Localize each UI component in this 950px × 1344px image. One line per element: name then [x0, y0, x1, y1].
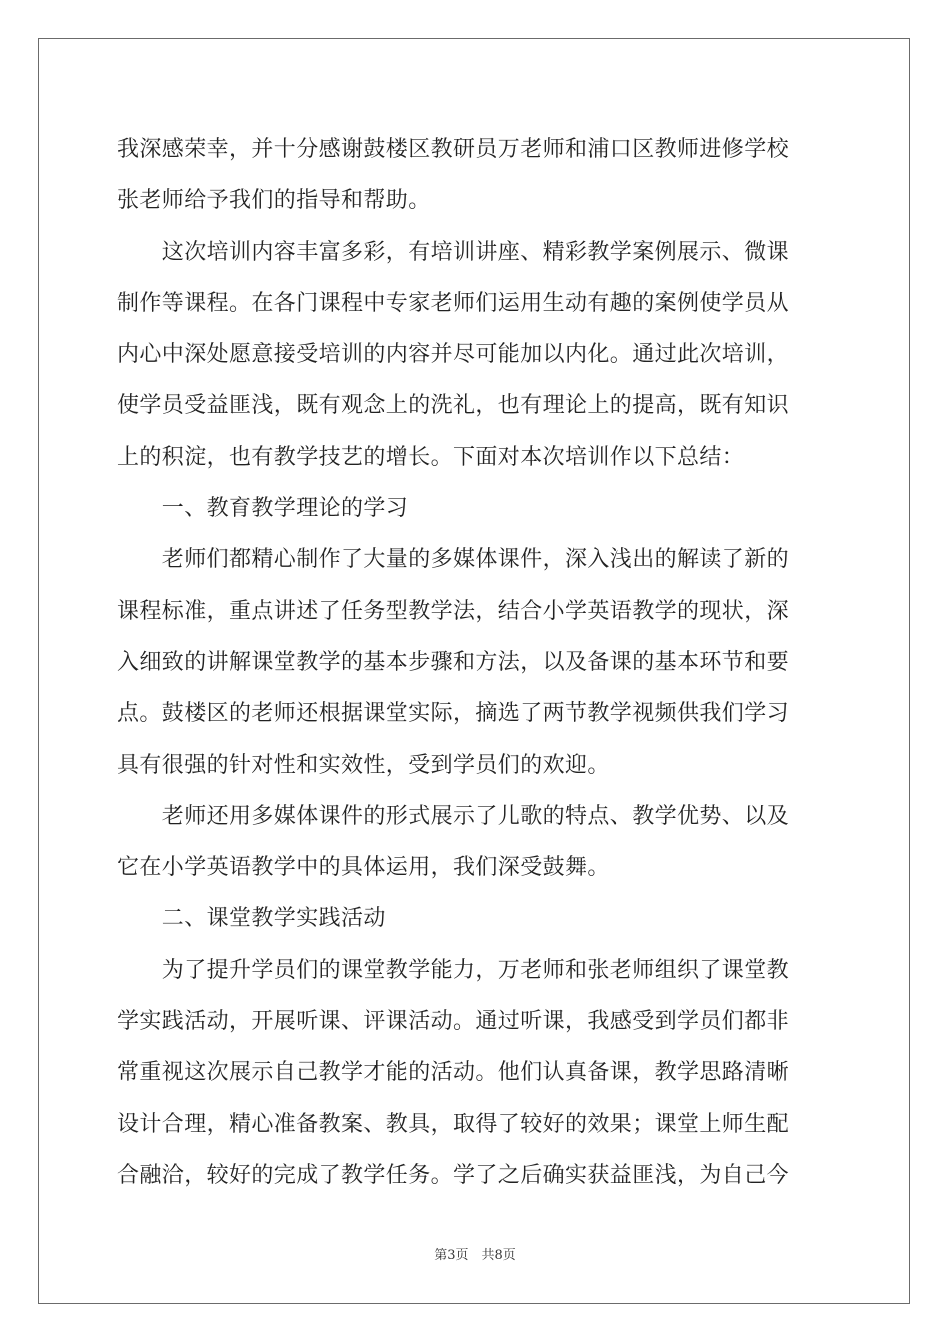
- page-number: 第3页 共8页: [434, 1248, 516, 1263]
- section-heading: 一、教育教学理论的学习: [117, 496, 409, 522]
- document-body: [117, 124, 835, 1201]
- text-line: 使学员受益匪浅，既有观念上的洗礼，也有理论上的提高，既有知识: [117, 393, 790, 419]
- text-line: 点。鼓楼区的老师还根据课堂实际，摘选了两节教学视频供我们学习: [117, 701, 790, 727]
- text-line: 老师们都精心制作了大量的多媒体课件，深入浅出的解读了新的: [117, 547, 790, 573]
- text-line: 张老师给予我们的指导和帮助。: [117, 188, 431, 214]
- text-line: 设计合理，精心准备教案、教具，取得了较好的效果；课堂上师生配: [117, 1111, 790, 1137]
- text-line: 为了提升学员们的课堂教学能力，万老师和张老师组织了课堂教: [117, 957, 790, 983]
- text-line: 老师还用多媒体课件的形式展示了儿歌的特点、教学优势、以及: [117, 803, 790, 829]
- section-heading: 二、课堂教学实践活动: [117, 906, 386, 932]
- text-line: 学实践活动，开展听课、评课活动。通过听课，我感受到学员们都非: [117, 1009, 790, 1035]
- text-line: 合融洽，较好的完成了教学任务。学了之后确实获益匪浅，为自己今: [117, 1162, 790, 1188]
- text-line: 内心中深处愿意接受培训的内容并尽可能加以内化。通过此次培训，: [117, 342, 790, 368]
- text-line: 它在小学英语教学中的具体运用，我们深受鼓舞。: [117, 855, 610, 881]
- text-line: 具有很强的针对性和实效性，受到学员们的欢迎。: [117, 752, 610, 778]
- text-line: 我深感荣幸，并十分感谢鼓楼区教研员万老师和浦口区教师进修学校: [117, 137, 790, 162]
- text-line: 常重视这次展示自己教学才能的活动。他们认真备课，教学思路清晰: [117, 1060, 790, 1086]
- text-line: 制作等课程。在各门课程中专家老师们运用生动有趣的案例使学员从: [117, 290, 790, 316]
- text-line: 这次培训内容丰富多彩，有培训讲座、精彩教学案例展示、微课: [117, 239, 790, 265]
- text-line: 入细致的讲解课堂教学的基本步骤和方法，以及备课的基本环节和要: [117, 649, 790, 675]
- text-line: 上的积淀，也有教学技艺的增长。下面对本次培训作以下总结：: [117, 444, 745, 470]
- text-line: 课程标准，重点讲述了任务型教学法，结合小学英语教学的现状，深: [117, 598, 790, 624]
